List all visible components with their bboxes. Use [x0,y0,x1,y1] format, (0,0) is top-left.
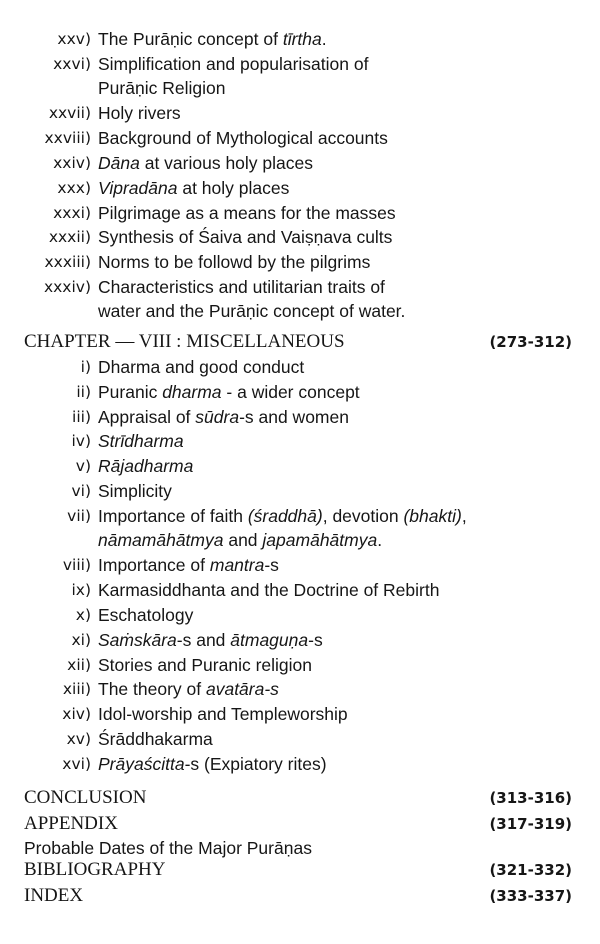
index-label: INDEX [24,885,84,906]
chapter-8-item-line: Eschatology [98,605,194,625]
chapter-8-item-title [98,677,498,701]
chapter-7-item-number: xxvii) [48,104,91,123]
chapter-7-item-title [98,225,498,249]
chapter-8-item-number: v) [75,457,91,476]
chapter-8-item-title [98,429,498,453]
chapter-7-item-number: xxxii) [48,228,91,247]
chapter-7-item-line: Simplification and popularisation of [98,53,369,74]
chapter-8-item-title [98,479,498,503]
chapter-7-item-number: xxv) [57,30,91,48]
chapter-7-item-title [98,201,498,225]
bibliography-page-range: (321-332) [489,861,572,879]
chapter-8-item-number: iv) [71,432,91,451]
chapter-8-item-line: Simplicity [98,481,172,501]
chapter-8-item-title [98,355,498,379]
index-page-range: (333-337) [489,887,572,905]
chapter-8-item-number: x) [75,606,91,624]
chapter-8-item-line: Rājadharma [98,456,194,477]
chapter-8-title: CHAPTER — VIII : MISCELLANEOUS [24,331,345,352]
chapter-8-item-title [98,578,498,602]
chapter-8-item-title [98,702,498,726]
chapter-8-item-number: viii) [62,556,91,575]
chapter-7-item-number: xxxiv) [43,278,91,296]
chapter-8-item-title [98,653,498,677]
chapter-7-item-line: Holy rivers [98,103,181,124]
conclusion-label: CONCLUSION [24,787,147,808]
chapter-7-item-title [98,176,498,200]
chapter-7-item-number: xxxiii) [44,253,91,272]
chapter-8-item-line: nāmamāhātmya and japamāhātmya. [98,529,383,550]
chapter-7-item-number: xxiv) [53,154,91,172]
chapter-7-item-title [98,126,498,150]
chapter-8-page-range: (273-312) [489,333,572,351]
conclusion-page-range: (313-316) [489,789,572,807]
chapter-7-item-line: Background of Mythological accounts [98,128,388,149]
chapter-8-item-line: Importance of mantra-s [98,555,279,576]
chapter-8-item-number: xiii) [62,680,91,699]
chapter-8-item-number: xiv) [62,705,91,724]
appendix-page-range: (317-319) [489,815,572,833]
chapter-8-item-title [98,380,498,404]
chapter-7-item-line: Characteristics and utilitarian traits of [98,277,385,297]
chapter-7-item-title [98,151,498,175]
chapter-7-item-number: xxvi) [53,54,91,73]
chapter-8-item-title [98,752,498,776]
chapter-8-item-number: i) [80,358,91,376]
chapter-7-item-title [98,275,498,323]
chapter-8-item-title [98,727,498,751]
chapter-7-item-number: xxxi) [53,203,91,222]
chapter-7-item-line: Purāṇic Religion [98,77,226,98]
chapter-7-item-line: water and the Purāṇic concept of water. [98,301,406,321]
chapter-8-item-line: The theory of avatāra-s [98,679,279,700]
appendix-label: APPENDIX [24,813,118,834]
chapter-8-item-number: xv) [66,730,91,748]
appendix-note: Probable Dates of the Major Purāṇas [24,838,312,858]
chapter-8-item-title [98,504,498,552]
chapter-8-item-number: iii) [72,407,91,426]
chapter-7-item-line: Pilgrimage as a means for the masses [98,202,396,223]
chapter-8-item-title [98,405,498,429]
chapter-8-item-line: Idol-worship and Templeworship [98,704,348,725]
chapter-8-item-number: vii) [67,506,91,525]
chapter-8-item-number: ix) [71,581,91,600]
chapter-8-item-line: Importance of faith (śraddhā), devotion (bhakti), [98,505,467,526]
chapter-7-item-title [98,27,498,51]
chapter-8-item-line: Saṁskāra-s and ātmaguṇa-s [98,629,323,650]
chapter-8-item-number: vi) [71,482,91,500]
chapter-8-item-line: Dharma and good conduct [98,357,305,377]
chapter-8-item-title [98,454,498,478]
chapter-8-item-line: Strīdharma [98,431,184,452]
chapter-8-item-line: Stories and Puranic religion [98,654,313,675]
chapter-7-item-title [98,52,498,100]
chapter-7-item-line: The Purāṇic concept of tīrtha. [98,29,327,49]
chapter-7-item-title [98,250,498,274]
chapter-8-item-number: xi) [71,630,91,649]
chapter-8-item-title [98,628,498,652]
chapter-7-item-number: xxx) [57,178,91,197]
chapter-8-item-title [98,603,498,627]
chapter-8-item-number: xvi) [62,754,91,773]
chapter-8-item-line: Appraisal of sūdra-s and women [98,406,349,427]
chapter-7-item-number: xxviii) [44,129,91,148]
chapter-8-item-line: Śrāddhakarma [98,729,213,749]
chapter-7-item-line: Norms to be followd by the pilgrims [98,252,371,273]
chapter-8-item-number: xii) [67,655,91,674]
chapter-8-item-number: ii) [76,382,91,401]
chapter-8-item-line: Prāyaścitta-s (Expiatory rites) [98,753,327,774]
bibliography-label: BIBLIOGRAPHY [24,859,166,880]
chapter-8-item-line: Puranic dharma - a wider concept [98,381,360,402]
chapter-7-item-line: Vipradāna at holy places [98,177,290,198]
chapter-8-item-line: Karmasiddhanta and the Doctrine of Rebirth [98,580,440,601]
chapter-7-item-line: Synthesis of Śaiva and Vaiṣṇava cults [98,227,393,248]
chapter-7-item-title [98,101,498,125]
chapter-7-item-line: Dāna at various holy places [98,153,313,173]
chapter-8-item-title [98,553,498,577]
